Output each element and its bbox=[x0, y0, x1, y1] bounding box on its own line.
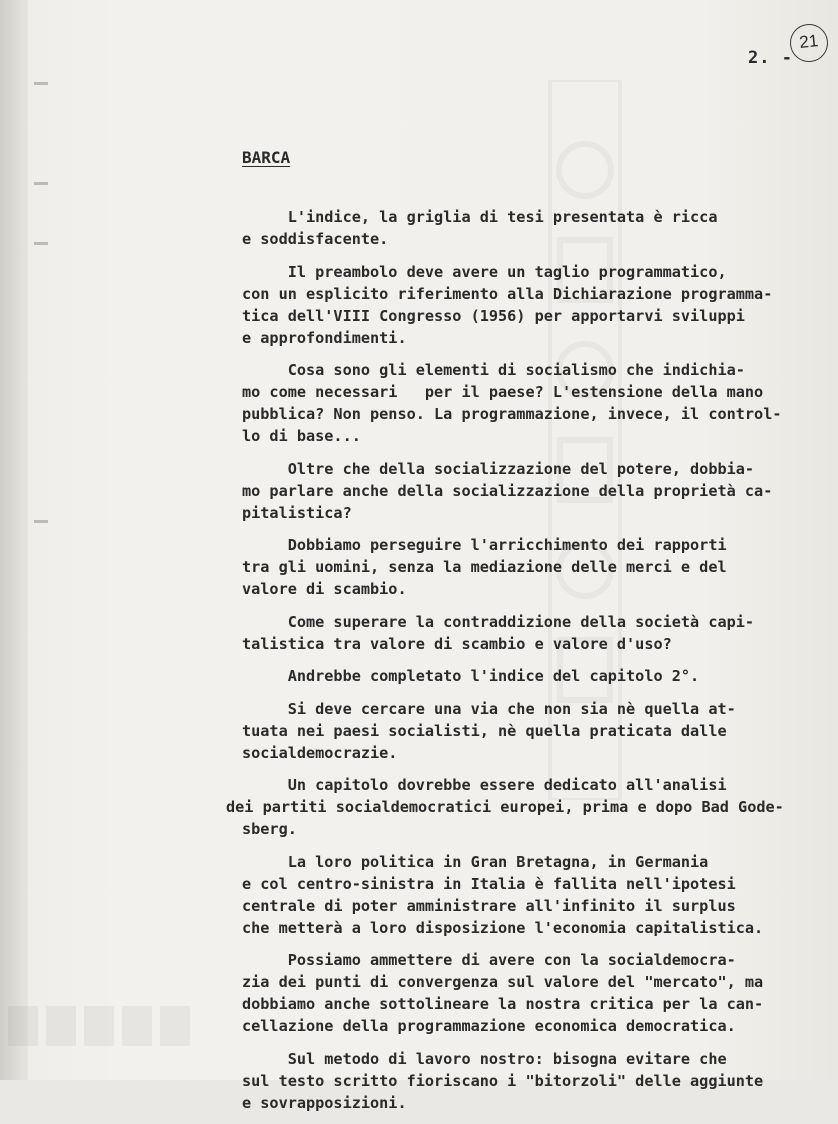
circled-page-number: 21 bbox=[788, 22, 830, 64]
text-line: La loro politica in Gran Bretagna, in Germania bbox=[242, 852, 709, 871]
section-heading: BARCA bbox=[242, 148, 291, 167]
text-line: pubblica? Non penso. La programmazione, invece, il control- bbox=[242, 405, 782, 423]
text-line: valore di scambio. bbox=[242, 580, 407, 598]
text-line: tra gli uomini, senza la mediazione delle merci e del bbox=[242, 558, 727, 576]
text-line: mo come necessari per il paese? L'estensione della mano bbox=[242, 383, 764, 401]
text-line: L'indice, la griglia di tesi presentata è ricca bbox=[242, 208, 718, 226]
page-number: 2. - bbox=[748, 48, 793, 68]
edge-mark bbox=[34, 82, 48, 85]
text-line: e approfondimenti. bbox=[242, 328, 407, 347]
text-line: Come superare la contraddizione della società capi- bbox=[242, 612, 755, 631]
edge-mark bbox=[34, 520, 48, 523]
text-line: Si deve cercare una via che non sia nè quella at- bbox=[242, 699, 736, 718]
text-line: Cosa sono gli elementi di socialismo che indichia- bbox=[242, 361, 745, 379]
text-line: mo parlare anche della socializzazione della proprietà ca- bbox=[242, 481, 773, 500]
paragraph bbox=[226, 774, 822, 840]
text-line: e sovrapposizioni. bbox=[242, 1093, 407, 1112]
text-line: zia dei punti di convergenza sul valore del "mercato", ma bbox=[242, 973, 764, 991]
text-line: Sul metodo di lavoro nostro: bisogna evitare che bbox=[242, 1049, 727, 1068]
text-line: che metterà a loro disposizione l'economia capitalistica. bbox=[242, 918, 764, 937]
text-line: socialdemocrazie. bbox=[242, 743, 398, 762]
text-line: con un esplicito riferimento alla Dichiarazione programma- bbox=[242, 284, 773, 303]
edge-mark bbox=[34, 242, 48, 245]
paragraph bbox=[242, 206, 822, 250]
paragraph bbox=[242, 359, 822, 447]
paragraph bbox=[242, 1048, 822, 1114]
paragraph bbox=[242, 534, 822, 600]
paragraph bbox=[242, 611, 822, 655]
text-line: Andrebbe completato l'indice del capitolo 2°. bbox=[242, 667, 700, 685]
paragraph bbox=[242, 949, 822, 1037]
text-line: dobbiamo anche sottolineare la nostra critica per la can- bbox=[242, 995, 764, 1013]
text-line: Dobbiamo perseguire l'arricchimento dei rapporti bbox=[242, 536, 727, 554]
edge-mark bbox=[34, 182, 48, 185]
text-line: tica dell'VIII Congresso (1956) per apportarvi sviluppi bbox=[242, 306, 745, 325]
text-line: e col centro-sinistra in Italia è fallita nell'ipotesi bbox=[242, 874, 736, 893]
paragraph bbox=[242, 698, 822, 764]
document-body bbox=[226, 206, 822, 1124]
paragraph bbox=[242, 458, 822, 524]
page-left-edge bbox=[0, 0, 28, 1080]
text-line: Un capitolo dovrebbe essere dedicato all'analisi bbox=[242, 776, 727, 794]
text-line: Il preambolo deve avere un taglio programmatico, bbox=[242, 262, 727, 281]
text-line: lo di base... bbox=[242, 427, 361, 445]
text-line: Oltre che della socializzazione del potere, dobbia- bbox=[242, 459, 755, 478]
text-line: dei partiti socialdemocratici europei, prima e dopo Bad Gode- bbox=[226, 798, 784, 816]
paragraph bbox=[242, 261, 822, 349]
text-line: sul testo scritto fioriscano i "bitorzoli" delle aggiunte bbox=[242, 1071, 764, 1090]
text-line: pitalistica? bbox=[242, 503, 352, 522]
text-line: centrale di poter amministrare all'infinito il surplus bbox=[242, 896, 736, 915]
paragraph bbox=[242, 851, 822, 939]
text-line: Possiamo ammettere di avere con la socialdemocra- bbox=[242, 951, 736, 969]
watermark-bottom-graphic bbox=[0, 996, 200, 1056]
paragraph bbox=[242, 665, 822, 687]
text-line: tuata nei paesi socialisti, nè quella praticata dalle bbox=[242, 721, 727, 740]
text-line: e soddisfacente. bbox=[242, 230, 389, 248]
text-line: cellazione della programmazione economica democratica. bbox=[242, 1017, 736, 1035]
text-line: sberg. bbox=[242, 820, 297, 838]
text-line: talistica tra valore di scambio e valore d'uso? bbox=[242, 634, 672, 653]
